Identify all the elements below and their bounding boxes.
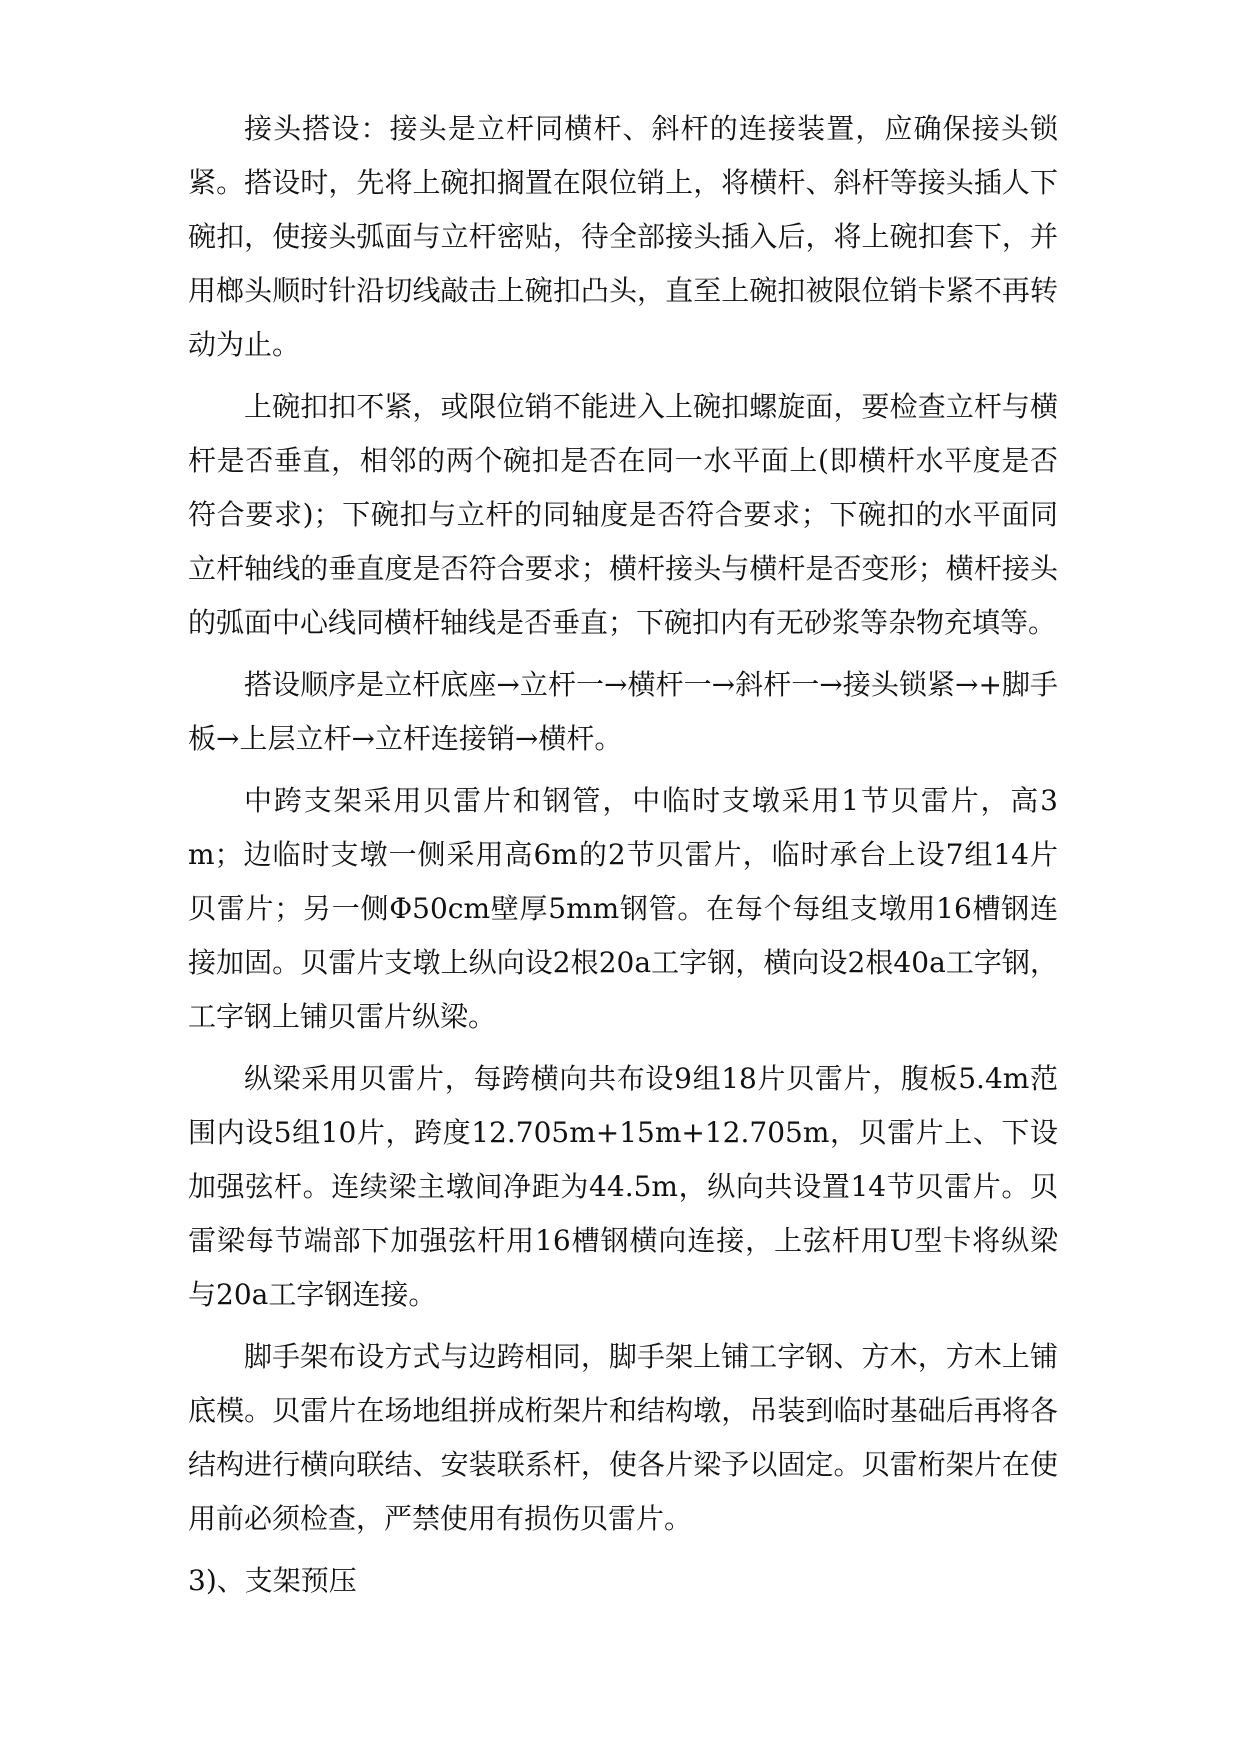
- paragraph-mid-span-support: 中跨支架采用贝雷片和钢管，中临时支墩采用1节贝雷片，高3m；边临时支墩一侧采用高6m的2节贝雷片，临时承台上设7组14片贝雷片；另一侧Φ50cm壁厚5mm钢管。在每个每组支墩用16槽钢连接加固。贝雷片支墩上纵向设2根20a工字钢，横向设2根40a工字钢，工字钢上铺贝雷片纵梁。: [188, 784, 1058, 1033]
- section-heading-support-preload: 3)、支架预压: [188, 1564, 357, 1597]
- paragraph-bowl-buckle-check: 上碗扣扣不紧，或限位销不能进入上碗扣螺旋面，要检查立杆与横杆是否垂直，相邻的两个碗扣是否在同一水平面上(即横杆水平度是否符合要求)；下碗扣与立杆的同轴度是否符合要求；下碗扣的水平面同立杆轴线的垂直度是否符合要求；横杆接头与横杆是否变形；横杆接头的弧面中心线同横杆轴线是否垂直；下碗扣内有无砂浆等杂物充填等。: [188, 390, 1058, 639]
- document-body: [188, 102, 1058, 1608]
- paragraph-longitudinal-beam: 纵梁采用贝雷片，每跨横向共布设9组18片贝雷片，腹板5.4m范围内设5组10片，跨度12.705m+15m+12.705m，贝雷片上、下设加强弦杆。连续梁主墩间净距为44.5m，纵向共设置14节贝雷片。贝雷梁每节端部下加强弦杆用16槽钢横向连接，上弦杆用U型卡将纵梁与20a工字钢连接。: [188, 1062, 1058, 1311]
- paragraph-erection-sequence: 搭设顺序是立杆底座→立杆一→横杆一→斜杆一→接头锁紧→+脚手板→上层立杆→立杆连接销→横杆。: [188, 668, 1058, 755]
- paragraph-joint-setup: 接头搭设：接头是立杆同横杆、斜杆的连接装置，应确保接头锁紧。搭设时，先将上碗扣搁置在限位销上，将横杆、斜杆等接头插人下碗扣，使接头弧面与立杆密贴，待全部接头插入后，将上碗扣套下，并用榔头顺时针沿切线敲击上碗扣凸头，直至上碗扣被限位销卡紧不再转动为止。: [188, 112, 1058, 361]
- paragraph-scaffold-layout: 脚手架布设方式与边跨相同，脚手架上铺工字钢、方木，方木上铺底模。贝雷片在场地组拼成桁架片和结构墩，吊装到临时基础后再将各结构进行横向联结、安装联系杆，使各片梁予以固定。贝雷桁架片在使用前必须检查，严禁使用有损伤贝雷片。: [188, 1340, 1058, 1535]
